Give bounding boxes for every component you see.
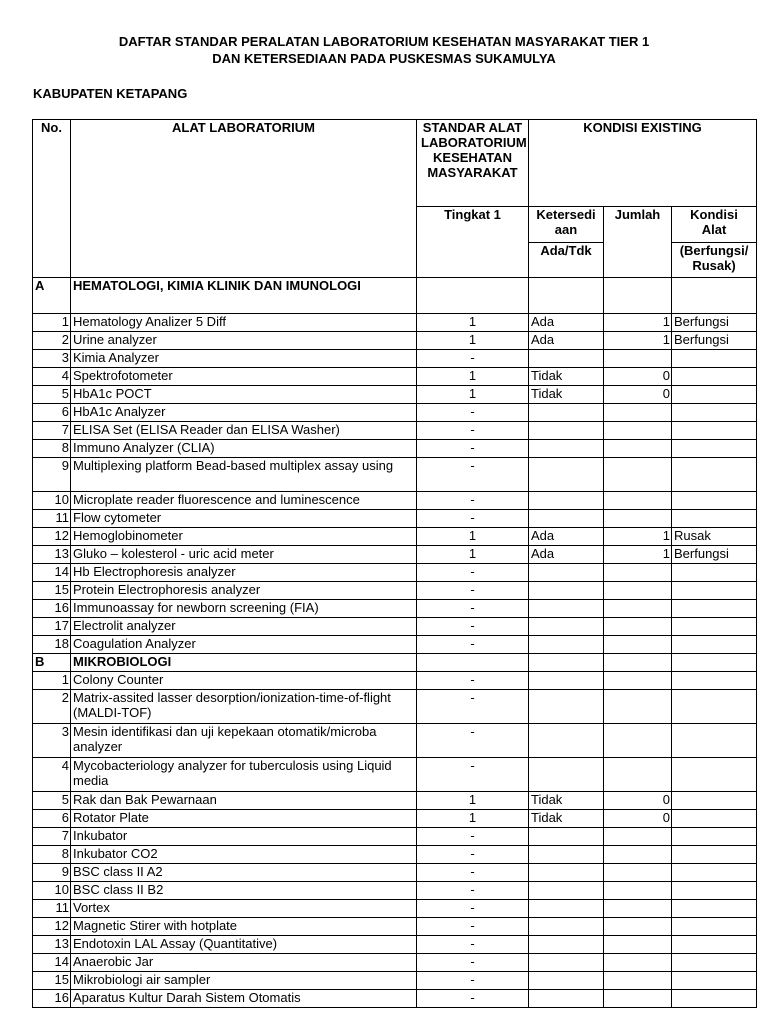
item-name: Microplate reader fluorescence and luminescence (71, 492, 417, 510)
table-row (33, 422, 757, 440)
table-row (33, 636, 757, 654)
empty-cell (672, 654, 757, 672)
table-row (33, 990, 757, 1008)
item-name: Hemoglobinometer (71, 528, 417, 546)
item-name: Hb Electrophoresis analyzer (71, 564, 417, 582)
item-standard: - (417, 972, 529, 990)
item-number: 5 (33, 386, 71, 404)
item-name: Inkubator CO2 (71, 846, 417, 864)
item-availability: Tidak (529, 792, 604, 810)
item-standard: 1 (417, 546, 529, 564)
item-availability (529, 510, 604, 528)
table-row (33, 690, 757, 724)
item-number: 6 (33, 404, 71, 422)
item-number: 12 (33, 528, 71, 546)
table-row (33, 724, 757, 758)
empty-cell (417, 654, 529, 672)
item-condition (672, 404, 757, 422)
item-number: 13 (33, 546, 71, 564)
item-standard: - (417, 350, 529, 368)
table-row (33, 900, 757, 918)
item-standard: - (417, 404, 529, 422)
item-availability (529, 846, 604, 864)
item-quantity (604, 618, 672, 636)
item-quantity (604, 972, 672, 990)
item-number: 7 (33, 828, 71, 846)
item-number: 1 (33, 314, 71, 332)
item-standard: 1 (417, 810, 529, 828)
item-condition (672, 828, 757, 846)
item-name: Magnetic Stirer with hotplate (71, 918, 417, 936)
item-availability (529, 900, 604, 918)
item-condition (672, 582, 757, 600)
item-quantity (604, 828, 672, 846)
item-name: Colony Counter (71, 672, 417, 690)
item-number: 3 (33, 350, 71, 368)
item-availability: Tidak (529, 810, 604, 828)
item-name: BSC class II B2 (71, 882, 417, 900)
table-row (33, 882, 757, 900)
table-row (33, 918, 757, 936)
header-standar: STANDAR ALAT LABORATORIUM KESEHATAN MASYARAKAT (417, 120, 529, 207)
item-quantity (604, 846, 672, 864)
header-ketersediaan: Ketersediaan (529, 207, 604, 243)
item-number: 10 (33, 492, 71, 510)
item-availability (529, 564, 604, 582)
header-kondisi-alat: Kondisi Alat (672, 207, 757, 243)
item-condition (672, 864, 757, 882)
item-name: HbA1c POCT (71, 386, 417, 404)
item-condition (672, 918, 757, 936)
item-standard: - (417, 758, 529, 792)
item-condition: Berfungsi (672, 314, 757, 332)
item-condition: Berfungsi (672, 332, 757, 350)
item-standard: - (417, 636, 529, 654)
item-availability (529, 350, 604, 368)
item-number: 18 (33, 636, 71, 654)
empty-cell (604, 654, 672, 672)
item-name: Rak dan Bak Pewarnaan (71, 792, 417, 810)
item-number: 4 (33, 368, 71, 386)
item-quantity (604, 990, 672, 1008)
item-standard: - (417, 672, 529, 690)
item-name: HbA1c Analyzer (71, 404, 417, 422)
item-number: 10 (33, 882, 71, 900)
empty-cell (672, 278, 757, 314)
item-condition (672, 564, 757, 582)
table-row (33, 368, 757, 386)
table-row (33, 582, 757, 600)
item-quantity (604, 582, 672, 600)
item-number: 9 (33, 864, 71, 882)
item-availability (529, 864, 604, 882)
item-number: 16 (33, 600, 71, 618)
item-condition (672, 882, 757, 900)
item-quantity (604, 864, 672, 882)
item-quantity (604, 690, 672, 724)
item-availability: Ada (529, 528, 604, 546)
item-availability (529, 492, 604, 510)
item-quantity (604, 404, 672, 422)
item-name: Coagulation Analyzer (71, 636, 417, 654)
item-condition (672, 458, 757, 492)
item-number: 16 (33, 990, 71, 1008)
item-condition (672, 440, 757, 458)
item-name: Kimia Analyzer (71, 350, 417, 368)
item-standard: - (417, 724, 529, 758)
item-number: 15 (33, 972, 71, 990)
item-quantity (604, 672, 672, 690)
item-quantity (604, 954, 672, 972)
item-quantity (604, 936, 672, 954)
header-jumlah: Jumlah (604, 207, 672, 278)
item-availability: Tidak (529, 386, 604, 404)
table-row (33, 954, 757, 972)
table-row (33, 492, 757, 510)
item-name: Mesin identifikasi dan uji kepekaan otomatik/microba analyzer (71, 724, 417, 758)
table-row (33, 672, 757, 690)
item-standard: - (417, 422, 529, 440)
item-condition (672, 846, 757, 864)
section-code: A (33, 278, 71, 314)
empty-cell (417, 278, 529, 314)
item-availability (529, 672, 604, 690)
item-name: ELISA Set (ELISA Reader dan ELISA Washer) (71, 422, 417, 440)
item-availability (529, 724, 604, 758)
table-row (33, 792, 757, 810)
item-quantity (604, 882, 672, 900)
item-quantity (604, 918, 672, 936)
table-row (33, 510, 757, 528)
item-number: 2 (33, 690, 71, 724)
table-body (33, 278, 757, 1008)
item-availability (529, 404, 604, 422)
header-kondisi-existing: KONDISI EXISTING (529, 120, 757, 207)
item-condition (672, 990, 757, 1008)
item-standard: - (417, 458, 529, 492)
item-condition (672, 618, 757, 636)
item-condition (672, 636, 757, 654)
table-row (33, 332, 757, 350)
item-standard: 1 (417, 332, 529, 350)
item-availability (529, 600, 604, 618)
item-availability (529, 936, 604, 954)
item-standard: - (417, 864, 529, 882)
table-row (33, 864, 757, 882)
item-name: Immuno Analyzer (CLIA) (71, 440, 417, 458)
table-row (33, 810, 757, 828)
item-name: Vortex (71, 900, 417, 918)
item-availability (529, 954, 604, 972)
item-name: Mikrobiologi air sampler (71, 972, 417, 990)
item-standard: - (417, 440, 529, 458)
item-standard: - (417, 900, 529, 918)
item-name: Multiplexing platform Bead-based multiplex assay using (71, 458, 417, 492)
item-availability (529, 582, 604, 600)
item-quantity: 1 (604, 546, 672, 564)
table-row (33, 618, 757, 636)
table-row (33, 314, 757, 332)
table-row (33, 972, 757, 990)
item-condition (672, 972, 757, 990)
title-line-1: DAFTAR STANDAR PERALATAN LABORATORIUM KESEHATAN MASYARAKAT TIER 1 (118, 34, 650, 49)
item-condition (672, 690, 757, 724)
header-no: No. (33, 120, 71, 278)
section-row (33, 278, 757, 314)
item-availability (529, 618, 604, 636)
table-row (33, 564, 757, 582)
item-condition: Berfungsi (672, 546, 757, 564)
empty-cell (529, 654, 604, 672)
header-alat: ALAT LABORATORIUM (71, 120, 417, 278)
item-number: 11 (33, 900, 71, 918)
item-name: Urine analyzer (71, 332, 417, 350)
item-quantity: 1 (604, 332, 672, 350)
item-availability (529, 882, 604, 900)
item-number: 9 (33, 458, 71, 492)
table-row (33, 404, 757, 422)
item-number: 13 (33, 936, 71, 954)
item-condition (672, 600, 757, 618)
item-availability: Tidak (529, 368, 604, 386)
item-condition (672, 386, 757, 404)
item-number: 11 (33, 510, 71, 528)
item-availability (529, 458, 604, 492)
item-condition (672, 672, 757, 690)
item-quantity: 0 (604, 810, 672, 828)
item-quantity (604, 492, 672, 510)
section-name: HEMATOLOGI, KIMIA KLINIK DAN IMUNOLOGI (71, 278, 417, 314)
item-name: Mycobacteriology analyzer for tuberculosis using Liquid media (71, 758, 417, 792)
item-availability (529, 422, 604, 440)
empty-cell (604, 278, 672, 314)
item-standard: - (417, 936, 529, 954)
document-title (0, 33, 768, 67)
item-standard: 1 (417, 368, 529, 386)
item-availability (529, 758, 604, 792)
item-name: Flow cytometer (71, 510, 417, 528)
item-name: Matrix-assited lasser desorption/ionization-time-of-flight (MALDI-TOF) (71, 690, 417, 724)
item-condition (672, 936, 757, 954)
district-label: KABUPATEN KETAPANG (33, 86, 188, 101)
item-standard: 1 (417, 528, 529, 546)
item-availability (529, 690, 604, 724)
item-number: 3 (33, 724, 71, 758)
item-availability (529, 918, 604, 936)
item-number: 6 (33, 810, 71, 828)
header-berfungsi-rusak: (Berfungsi/ Rusak) (672, 243, 757, 278)
item-quantity (604, 440, 672, 458)
item-condition (672, 510, 757, 528)
table-row (33, 936, 757, 954)
table-row (33, 528, 757, 546)
item-availability: Ada (529, 546, 604, 564)
item-condition (672, 954, 757, 972)
item-standard: - (417, 582, 529, 600)
item-standard: - (417, 492, 529, 510)
item-standard: 1 (417, 314, 529, 332)
section-row (33, 654, 757, 672)
item-quantity: 0 (604, 368, 672, 386)
header-tingkat: Tingkat 1 (417, 207, 529, 278)
item-number: 1 (33, 672, 71, 690)
header-ada-tdk: Ada/Tdk (529, 243, 604, 278)
table-row (33, 546, 757, 564)
item-number: 8 (33, 846, 71, 864)
table-row (33, 386, 757, 404)
item-standard: 1 (417, 792, 529, 810)
item-condition (672, 758, 757, 792)
item-quantity (604, 422, 672, 440)
item-quantity (604, 510, 672, 528)
item-availability (529, 636, 604, 654)
table-row (33, 440, 757, 458)
item-quantity (604, 564, 672, 582)
item-availability: Ada (529, 314, 604, 332)
item-standard: - (417, 690, 529, 724)
item-name: Endotoxin LAL Assay (Quantitative) (71, 936, 417, 954)
section-code: B (33, 654, 71, 672)
item-quantity (604, 350, 672, 368)
item-number: 14 (33, 954, 71, 972)
item-name: BSC class II A2 (71, 864, 417, 882)
item-quantity: 1 (604, 314, 672, 332)
item-name: Spektrofotometer (71, 368, 417, 386)
item-condition (672, 900, 757, 918)
item-number: 12 (33, 918, 71, 936)
item-standard: - (417, 600, 529, 618)
empty-cell (529, 278, 604, 314)
item-quantity (604, 758, 672, 792)
item-condition (672, 422, 757, 440)
item-condition: Rusak (672, 528, 757, 546)
item-number: 5 (33, 792, 71, 810)
item-name: Inkubator (71, 828, 417, 846)
item-standard: - (417, 882, 529, 900)
item-quantity (604, 724, 672, 758)
item-availability: Ada (529, 332, 604, 350)
item-name: Gluko – kolesterol - uric acid meter (71, 546, 417, 564)
item-quantity: 0 (604, 386, 672, 404)
item-condition (672, 350, 757, 368)
table-row (33, 828, 757, 846)
item-standard: 1 (417, 386, 529, 404)
table-row (33, 600, 757, 618)
item-quantity (604, 900, 672, 918)
item-quantity: 0 (604, 792, 672, 810)
item-availability (529, 440, 604, 458)
title-line-2: DAN KETERSEDIAAN PADA PUSKESMAS SUKAMULYA (212, 51, 556, 66)
item-availability (529, 990, 604, 1008)
item-condition (672, 792, 757, 810)
item-number: 8 (33, 440, 71, 458)
item-name: Immunoassay for newborn screening (FIA) (71, 600, 417, 618)
section-name: MIKROBIOLOGI (71, 654, 417, 672)
item-number: 4 (33, 758, 71, 792)
item-quantity (604, 458, 672, 492)
item-name: Protein Electrophoresis analyzer (71, 582, 417, 600)
item-standard: - (417, 954, 529, 972)
item-number: 14 (33, 564, 71, 582)
item-number: 2 (33, 332, 71, 350)
item-standard: - (417, 564, 529, 582)
item-condition (672, 810, 757, 828)
item-standard: - (417, 510, 529, 528)
item-standard: - (417, 828, 529, 846)
table-row (33, 458, 757, 492)
item-standard: - (417, 990, 529, 1008)
table-row (33, 846, 757, 864)
item-standard: - (417, 618, 529, 636)
item-standard: - (417, 846, 529, 864)
item-number: 15 (33, 582, 71, 600)
table-row (33, 758, 757, 792)
item-quantity: 1 (604, 528, 672, 546)
item-number: 7 (33, 422, 71, 440)
item-name: Aparatus Kultur Darah Sistem Otomatis (71, 990, 417, 1008)
item-name: Rotator Plate (71, 810, 417, 828)
item-standard: - (417, 918, 529, 936)
item-name: Hematology Analizer 5 Diff (71, 314, 417, 332)
item-number: 17 (33, 618, 71, 636)
item-name: Electrolit analyzer (71, 618, 417, 636)
table-row (33, 350, 757, 368)
equipment-table (32, 119, 757, 1008)
item-condition (672, 368, 757, 386)
item-quantity (604, 636, 672, 654)
item-name: Anaerobic Jar (71, 954, 417, 972)
item-quantity (604, 600, 672, 618)
item-availability (529, 972, 604, 990)
item-condition (672, 492, 757, 510)
item-condition (672, 724, 757, 758)
item-availability (529, 828, 604, 846)
